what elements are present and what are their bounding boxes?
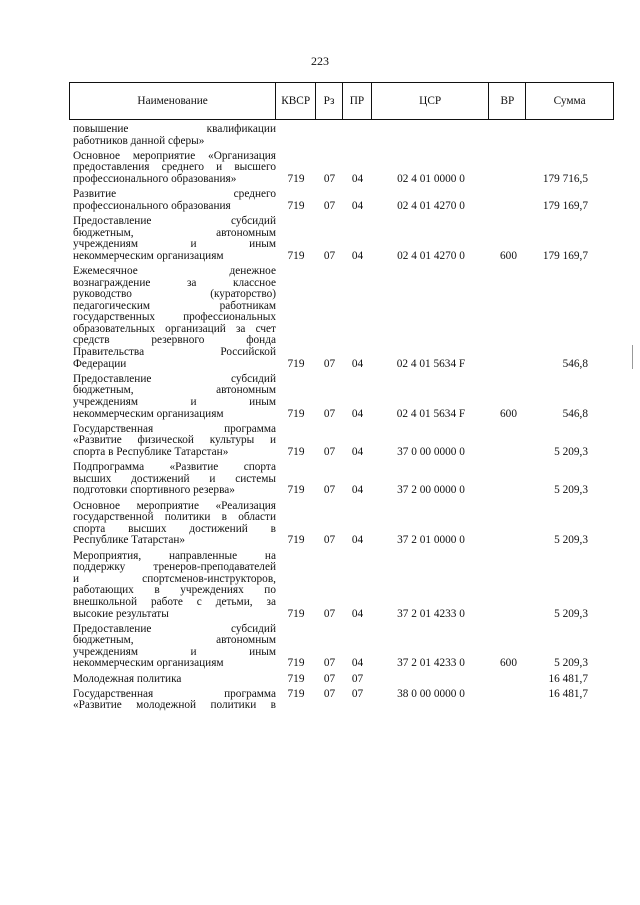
cell-sum: 5 209,3 — [554, 446, 588, 458]
table-row — [73, 501, 614, 547]
cell-rz: 07 — [323, 357, 336, 370]
cell-sum: 5 209,3 — [554, 534, 588, 547]
row-name-line: Республике Татарстан» — [73, 534, 186, 547]
row-name-line: некоммерческим организациям — [73, 657, 224, 670]
table-row — [73, 151, 614, 186]
cell-csr: 38 0 00 0000 0 — [397, 687, 465, 700]
cell-vr: 600 — [500, 407, 517, 420]
row-name-line: бюджетным, автономным — [73, 226, 276, 239]
row-name-line: Развитие среднего — [73, 188, 276, 201]
cell-csr: 37 2 01 0000 0 — [397, 534, 465, 547]
header-name: Наименование — [70, 83, 276, 119]
table-row — [73, 674, 614, 686]
cell-pr: 07 — [351, 687, 364, 700]
table-row — [73, 189, 614, 212]
row-name — [73, 424, 276, 459]
row-name-line: Предоставление субсидий — [73, 214, 276, 227]
cell-sum: 179 169,7 — [542, 249, 588, 262]
table-row — [73, 124, 614, 147]
row-name-line: Государственная программа — [73, 422, 276, 435]
row-name-line: Молодежная политика — [73, 672, 182, 685]
cell-sum: 546,8 — [562, 357, 588, 370]
row-name — [73, 462, 276, 497]
row-name-line: Предоставление субсидий — [73, 372, 276, 385]
row-name-line: повышение квалификации — [73, 123, 276, 135]
row-name — [73, 124, 276, 147]
cell-rz: 07 — [323, 407, 336, 420]
cell-rz: 07 — [323, 446, 336, 458]
cell-pr: 04 — [351, 607, 364, 620]
table-row — [73, 374, 614, 420]
cell-rz: 07 — [323, 672, 336, 685]
row-name-line: государственной политики в области — [73, 511, 276, 524]
row-name-line: учреждениям и иным — [73, 238, 276, 251]
row-name-line: спорта высших достижений в — [73, 522, 276, 535]
row-name — [73, 674, 276, 686]
cell-pr: 04 — [351, 199, 364, 212]
row-name-line: «Развитие молодежной политики в — [73, 699, 276, 712]
table-row — [73, 462, 614, 497]
cell-pr: 04 — [351, 657, 364, 670]
cell-kvsr: 719 — [287, 172, 305, 185]
row-name-line: профессионального образования» — [73, 172, 237, 185]
row-name-line: учреждениям и иным — [73, 396, 276, 409]
header-kvsr: КВСР — [276, 83, 316, 119]
row-name-line: подготовки спортивного резерва» — [73, 484, 235, 497]
row-name-line: вознаграждение за классное — [73, 276, 276, 289]
cell-vr: 600 — [500, 249, 517, 262]
row-name-line: Основное мероприятие «Организация — [73, 149, 276, 162]
page-number: 223 — [311, 54, 329, 68]
cell-kvsr: 719 — [287, 446, 305, 458]
table-header — [69, 82, 614, 120]
cell-sum: 5 209,3 — [554, 484, 588, 497]
row-name-line: Основное мероприятие «Реализация — [73, 499, 276, 512]
header-csr: ЦСР — [372, 83, 490, 119]
cell-sum: 5 209,3 — [554, 607, 588, 620]
row-name-line: руководство (кураторство) — [73, 288, 276, 301]
row-name-line: государственных профессиональных — [73, 311, 276, 324]
row-name — [73, 501, 276, 547]
table-row — [73, 216, 614, 262]
row-name — [73, 624, 276, 670]
row-name-line: Предоставление субсидий — [73, 622, 276, 635]
cell-rz: 07 — [323, 534, 336, 547]
table-row — [73, 266, 614, 370]
row-name-line: предоставления среднего и высшего — [73, 161, 276, 174]
header-sum: Сумма — [553, 95, 586, 107]
row-name-line: поддержку тренеров-преподавателей — [73, 561, 276, 574]
row-name — [73, 216, 276, 262]
header-vr: ВР — [489, 83, 526, 119]
row-name-line: Ежемесячное денежное — [73, 264, 276, 277]
cell-sum: 16 481,7 — [548, 672, 588, 685]
cell-pr: 04 — [351, 534, 364, 547]
row-name-line: Правительства Российской — [73, 346, 276, 359]
cell-csr: 37 0 00 0000 0 — [397, 446, 465, 458]
row-name-line: «Развитие физической культуры и — [73, 434, 276, 447]
table-row — [73, 551, 614, 621]
cell-kvsr: 719 — [287, 687, 305, 700]
cell-pr: 04 — [351, 172, 364, 185]
cell-pr: 04 — [351, 357, 364, 370]
header-rz: Рз — [316, 83, 343, 119]
row-name-line: работающих в учреждениях по — [73, 584, 276, 597]
cell-rz: 07 — [323, 172, 336, 185]
cell-kvsr: 719 — [287, 607, 305, 620]
cell-sum: 179 716,5 — [542, 172, 588, 185]
cell-kvsr: 719 — [287, 672, 305, 685]
cell-pr: 04 — [351, 484, 364, 497]
table-row — [73, 689, 614, 712]
cell-sum: 5 209,3 — [554, 657, 588, 670]
row-name-line: Подпрограмма «Развитие спорта — [73, 461, 276, 474]
row-name — [73, 551, 276, 621]
cell-rz: 07 — [323, 249, 336, 262]
cell-pr: 04 — [351, 407, 364, 420]
row-name-line: учреждениям и иным — [73, 645, 276, 658]
cell-sum: 16 481,7 — [548, 687, 588, 700]
cell-vr: 600 — [500, 657, 517, 670]
row-name-line: бюджетным, автономным — [73, 634, 276, 647]
table-row — [73, 424, 614, 459]
cell-rz: 07 — [323, 687, 336, 700]
cell-csr: 37 2 00 0000 0 — [397, 484, 465, 497]
cell-csr: 02 4 01 0000 0 — [397, 172, 465, 185]
cell-kvsr: 719 — [287, 249, 305, 262]
row-name-line: спорта в Республике Татарстан» — [73, 446, 229, 458]
row-name — [73, 689, 276, 712]
cell-kvsr: 719 — [287, 484, 305, 497]
cell-kvsr: 719 — [287, 199, 305, 212]
cell-csr: 02 4 01 5634 F — [396, 407, 466, 420]
cell-rz: 07 — [323, 657, 336, 670]
cell-csr: 02 4 01 5634 F — [396, 357, 466, 370]
cell-sum: 546,8 — [562, 407, 588, 420]
cell-rz: 07 — [323, 199, 336, 212]
row-name — [73, 189, 276, 212]
cell-kvsr: 719 — [287, 407, 305, 420]
row-name-line: некоммерческим организациям — [73, 407, 224, 420]
cell-csr: 37 2 01 4233 0 — [397, 607, 465, 620]
row-name-line: и спортсменов-инструкторов, — [73, 572, 276, 585]
row-name-line: некоммерческим организациям — [73, 249, 224, 262]
row-name-line: Мероприятия, направленные на — [73, 549, 276, 562]
row-name-line: педагогическим работникам — [73, 299, 276, 312]
cell-kvsr: 719 — [287, 657, 305, 670]
row-name — [73, 266, 276, 370]
cell-csr: 02 4 01 4270 0 — [397, 199, 465, 212]
table-row — [73, 624, 614, 670]
row-name-line: бюджетным, автономным — [73, 384, 276, 397]
cell-rz: 07 — [323, 484, 336, 497]
row-name — [73, 151, 276, 186]
row-name-line: внешкольной работе с детьми, за — [73, 595, 276, 608]
row-name-line: профессионального образования — [73, 199, 231, 212]
scan-mark — [632, 345, 633, 369]
cell-sum: 179 169,7 — [542, 199, 588, 212]
row-name-line: Государственная программа — [73, 687, 276, 700]
cell-pr: 04 — [351, 446, 364, 458]
row-name-line: Федерации — [73, 357, 127, 370]
cell-csr: 37 2 01 4233 0 — [397, 657, 465, 670]
cell-rz: 07 — [323, 607, 336, 620]
cell-pr: 07 — [351, 672, 364, 685]
row-name-line: образовательных организаций за счет — [73, 322, 276, 335]
row-name — [73, 374, 276, 420]
header-pr: ПР — [343, 83, 372, 119]
row-name-line: высших достижений и системы — [73, 472, 276, 485]
cell-pr: 04 — [351, 249, 364, 262]
cell-kvsr: 719 — [287, 534, 305, 547]
cell-kvsr: 719 — [287, 357, 305, 370]
row-name-line: средств резервного фонда — [73, 334, 276, 347]
cell-csr: 02 4 01 4270 0 — [397, 249, 465, 262]
row-name-line: высокие результаты — [73, 607, 169, 620]
row-name-line: работников данной сферы» — [73, 134, 205, 147]
table-body — [73, 124, 614, 716]
